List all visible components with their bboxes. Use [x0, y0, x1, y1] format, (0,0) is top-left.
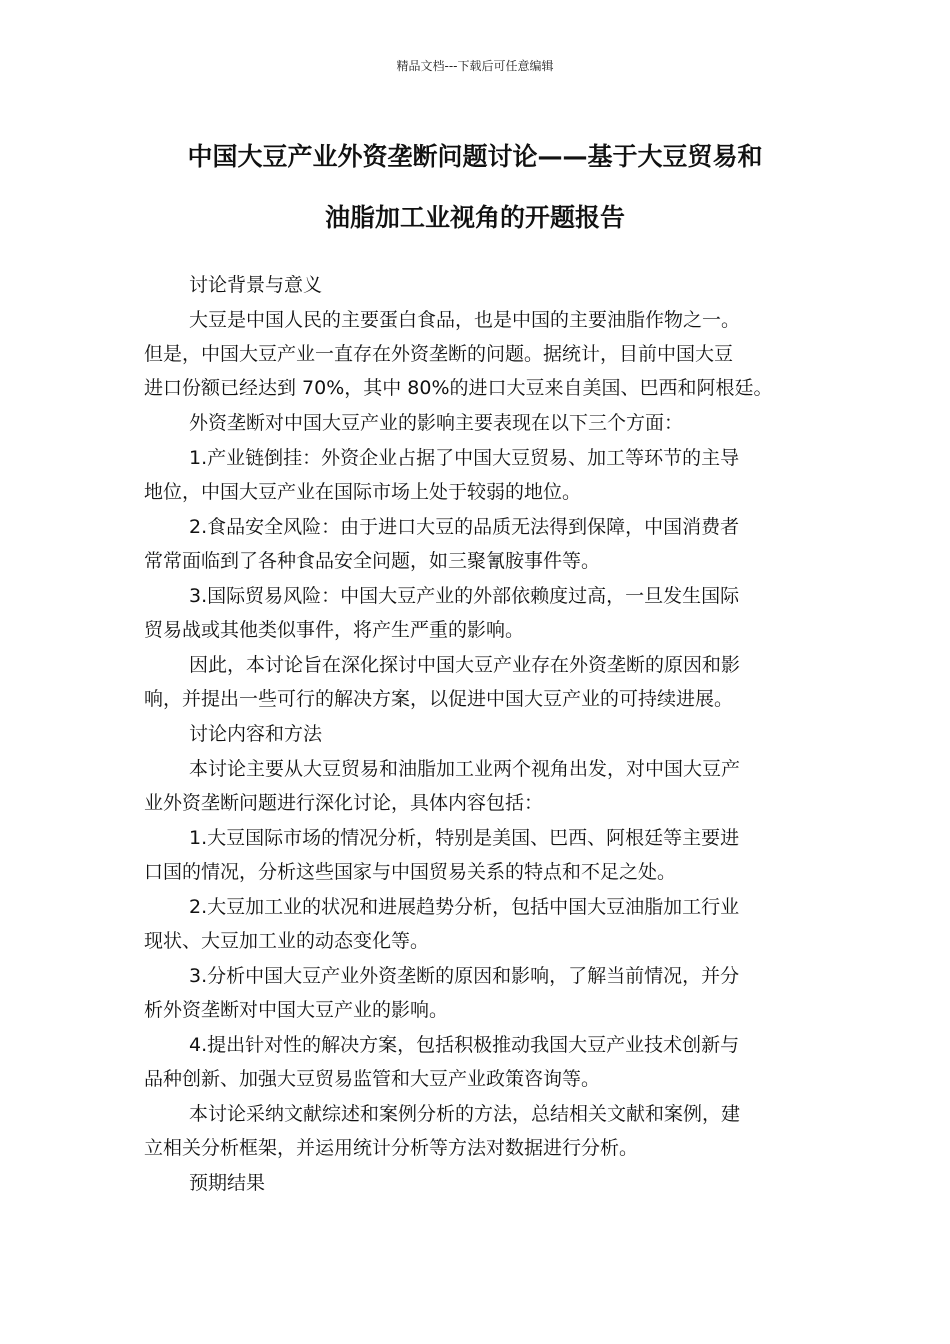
- text-line: 析外资垄断对中国大豆产业的影响。: [144, 999, 449, 1021]
- paragraph: [144, 1097, 794, 1165]
- paragraph: [144, 406, 794, 440]
- document-body: [144, 268, 794, 1201]
- list-item: [144, 579, 794, 647]
- text-line: 口国的情况，分析这些国家与中国贸易关系的特点和不足之处。: [144, 861, 677, 883]
- text-line: 但是，中国大豆产业一直存在外资垄断的问题。据统计，目前中国大豆: [144, 343, 734, 365]
- text-line: 外资垄断对中国大豆产业的影响主要表现在以下三个方面：: [189, 412, 684, 434]
- text-line: 2.食品安全风险：由于进口大豆的品质无法得到保障，中国消费者: [189, 516, 740, 538]
- text-line: 讨论内容和方法: [189, 723, 323, 745]
- list-item: [144, 1028, 794, 1096]
- section-heading-expected-results: [144, 1166, 794, 1200]
- list-item: [144, 441, 794, 509]
- page-header: 精品文档---下载后可任意编辑: [396, 59, 554, 73]
- text-line: 预期结果: [189, 1172, 266, 1194]
- paragraph: [144, 303, 794, 405]
- text-line: 4.提出针对性的解决方案，包括积极推动我国大豆产业技术创新与: [189, 1034, 740, 1056]
- text-line: 3.分析中国大豆产业外资垄断的原因和影响，了解当前情况，并分: [189, 965, 740, 987]
- text-line: 本讨论采纳文献综述和案例分析的方法，总结相关文献和案例，建: [189, 1103, 741, 1125]
- text-line: 进口份额已经达到 70%，其中 80%的进口大豆来自美国、巴西和阿根廷。: [144, 377, 773, 399]
- section-heading-content-method: [144, 717, 794, 751]
- text-line: 大豆是中国人民的主要蛋白食品，也是中国的主要油脂作物之一。: [189, 309, 741, 331]
- text-line: 本讨论主要从大豆贸易和油脂加工业两个视角出发，对中国大豆产: [189, 758, 741, 780]
- title-line-1: 中国大豆产业外资垄断问题讨论——基于大豆贸易和: [187, 142, 763, 171]
- paragraph: [144, 752, 794, 820]
- text-line: 立相关分析框架，并运用统计分析等方法对数据进行分析。: [144, 1137, 639, 1159]
- paragraph: [144, 648, 794, 716]
- text-line: 常常面临到了各种食品安全问题，如三聚氰胺事件等。: [144, 550, 601, 572]
- text-line: 品种创新、加强大豆贸易监管和大豆产业政策咨询等。: [144, 1068, 601, 1090]
- text-line: 2.大豆加工业的状况和进展趋势分析，包括中国大豆油脂加工行业: [189, 896, 740, 918]
- text-line: 因此，本讨论旨在深化探讨中国大豆产业存在外资垄断的原因和影: [189, 654, 741, 676]
- list-item: [144, 821, 794, 889]
- list-item: [144, 890, 794, 958]
- title-line-2: 油脂加工业视角的开题报告: [324, 203, 625, 232]
- list-item: [144, 510, 794, 578]
- text-line: 业外资垄断问题进行深化讨论，具体内容包括：: [144, 792, 544, 814]
- document-title: [100, 126, 850, 248]
- text-line: 1.大豆国际市场的情况分析，特别是美国、巴西、阿根廷等主要进: [189, 827, 740, 849]
- list-item: [144, 959, 794, 1027]
- text-line: 响，并提出一些可行的解决方案，以促进中国大豆产业的可持续进展。: [144, 688, 734, 710]
- section-heading-background: [144, 268, 794, 302]
- text-line: 现状、大豆加工业的动态变化等。: [144, 930, 430, 952]
- text-line: 地位，中国大豆产业在国际市场上处于较弱的地位。: [144, 481, 582, 503]
- text-line: 3.国际贸易风险：中国大豆产业的外部依赖度过高，一旦发生国际: [189, 585, 740, 607]
- text-line: 讨论背景与意义: [189, 274, 323, 296]
- text-line: 贸易战或其他类似事件，将产生严重的影响。: [144, 619, 525, 641]
- text-line: 1.产业链倒挂：外资企业占据了中国大豆贸易、加工等环节的主导: [189, 447, 740, 469]
